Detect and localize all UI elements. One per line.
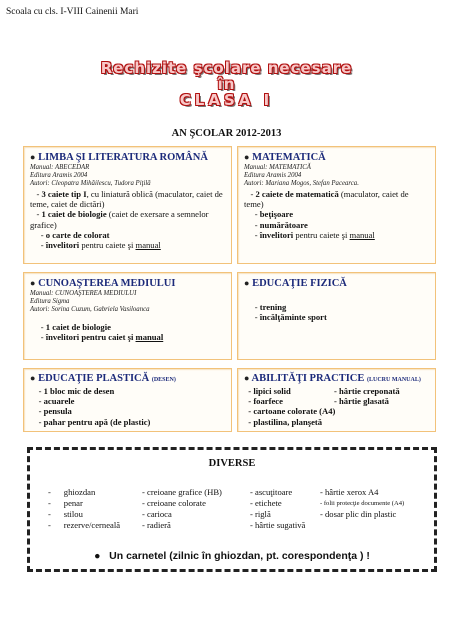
list-item: - beţişoare [244, 209, 294, 220]
list-item: - învelitori pentru caiet şi manual [30, 332, 164, 343]
list-item: - creioane grafice (HB) [142, 487, 222, 497]
list-item: - 1 caiet de biologie [30, 322, 111, 332]
box-diverse [27, 447, 437, 572]
diverse-column-1 [48, 487, 120, 531]
list-item: - ghiozdan [48, 487, 96, 497]
list-item: - trening [244, 302, 287, 312]
carnet-note: ● Un carnetel (zilnic în ghiozdan, pt. corespondenţa ) ! [94, 550, 370, 562]
title-line-2: în [217, 75, 236, 93]
list-item: - lipici solid - hârtie creponată [244, 386, 400, 396]
publisher-line: Editura Aramis 2004 [30, 172, 88, 179]
list-item: - o carte de colorat [30, 229, 110, 240]
diverse-column-3 [250, 487, 305, 531]
list-item: - creioane colorate [142, 498, 206, 508]
box-limba-romana [23, 146, 232, 264]
box-title: ● LIMBA ŞI LITERATURA ROMÂNĂ [30, 152, 208, 163]
box-educatie-fizica [237, 272, 436, 360]
box-cunoasterea-mediului [23, 272, 232, 360]
school-year: AN ŞCOLAR 2012-2013 [171, 128, 282, 139]
list-item: - 1 bloc mic de desen [30, 386, 115, 396]
list-item: - 3 caiete tip I, cu liniatură oblică (maculator, caiet de teme, caiet de dictări) [30, 189, 223, 210]
list-item: - încălţăminte sport [244, 312, 327, 323]
box-educatie-plastica [23, 368, 232, 432]
list-item: - acuarele [30, 396, 75, 407]
authors-line: Autori: Mariana Mogos, Stefan Pacearca. [244, 180, 359, 187]
list-item: - foarfece - hârtie glasată [244, 396, 389, 407]
list-item: - pahar pentru apă (de plastic) [30, 416, 151, 427]
diverse-title: DIVERSE [208, 458, 256, 469]
list-item: - folii protecţie documente (A4) [320, 500, 405, 507]
title-line-3: CLASA I [179, 91, 274, 109]
list-item: - stilou [48, 509, 83, 519]
list-item: - învelitori pentru caiete şi manual [244, 229, 375, 240]
list-item: - carioca [142, 509, 172, 519]
list-item: - 1 caiet de biologie (caiet de exersare a semnelor grafice) [30, 209, 209, 230]
list-item: - radieră [142, 520, 171, 530]
box-abilitati-practice [237, 368, 436, 432]
list-item: - plastilina, planşetă [244, 416, 323, 427]
authors-line: Autori: Cleopatra Mihăilescu, Tudora Piţilă [30, 180, 151, 187]
list-item: - hârtie xerox A4 [320, 487, 379, 497]
list-item: - cartoane colorate (A4) [244, 406, 336, 417]
list-item: - hârtie sugativă [250, 520, 306, 530]
list-item: - etichete [250, 498, 282, 508]
box-title: ● MATEMATICĂ [244, 152, 326, 163]
box-title: ● EDUCAŢIE PLASTICĂ (DESEN) [30, 373, 176, 384]
box-title: ● EDUCAŢIE FIZICĂ [244, 278, 347, 289]
box-title: ● CUNOAŞTEREA MEDIULUI [30, 278, 176, 289]
manual-line: Manual: MATEMATICĂ [244, 164, 311, 171]
school-name: Scoala cu cls. I-VIII Cainenii Mari [6, 7, 139, 17]
manual-line: Manual: ABECEDAR [30, 164, 90, 171]
box-matematica [237, 146, 436, 264]
authors-line: Autori: Sorina Cuzum, Gabriela Vasiloanca [30, 306, 150, 313]
list-item: - pensula [30, 406, 72, 417]
list-item: - riglă [250, 509, 271, 519]
list-item: - penar [48, 498, 83, 508]
list-item: - rezerve/cerneală [48, 520, 121, 530]
title-line-1: Rechizite şcolare necesare [100, 59, 353, 77]
diverse-column-4 [320, 487, 404, 520]
list-item: - ascuţitoare [250, 487, 293, 497]
box-title: ● ABILITĂŢI PRACTICE (LUCRU MANUAL) [244, 373, 421, 384]
manual-line: Manual: CUNOAŞTEREA MEDIULUI [30, 290, 137, 297]
list-item: - numărătoare [244, 219, 308, 230]
list-item: - învelitori pentru caiete şi manual [30, 240, 161, 251]
list-item: - 2 caiete de matematică (maculator, caiet de teme) [244, 189, 409, 210]
publisher-line: Editura Sigma [30, 298, 70, 305]
diverse-column-2 [142, 487, 222, 531]
publisher-line: Editura Aramis 2004 [244, 172, 302, 179]
list-item: - dosar plic din plastic [320, 509, 397, 519]
